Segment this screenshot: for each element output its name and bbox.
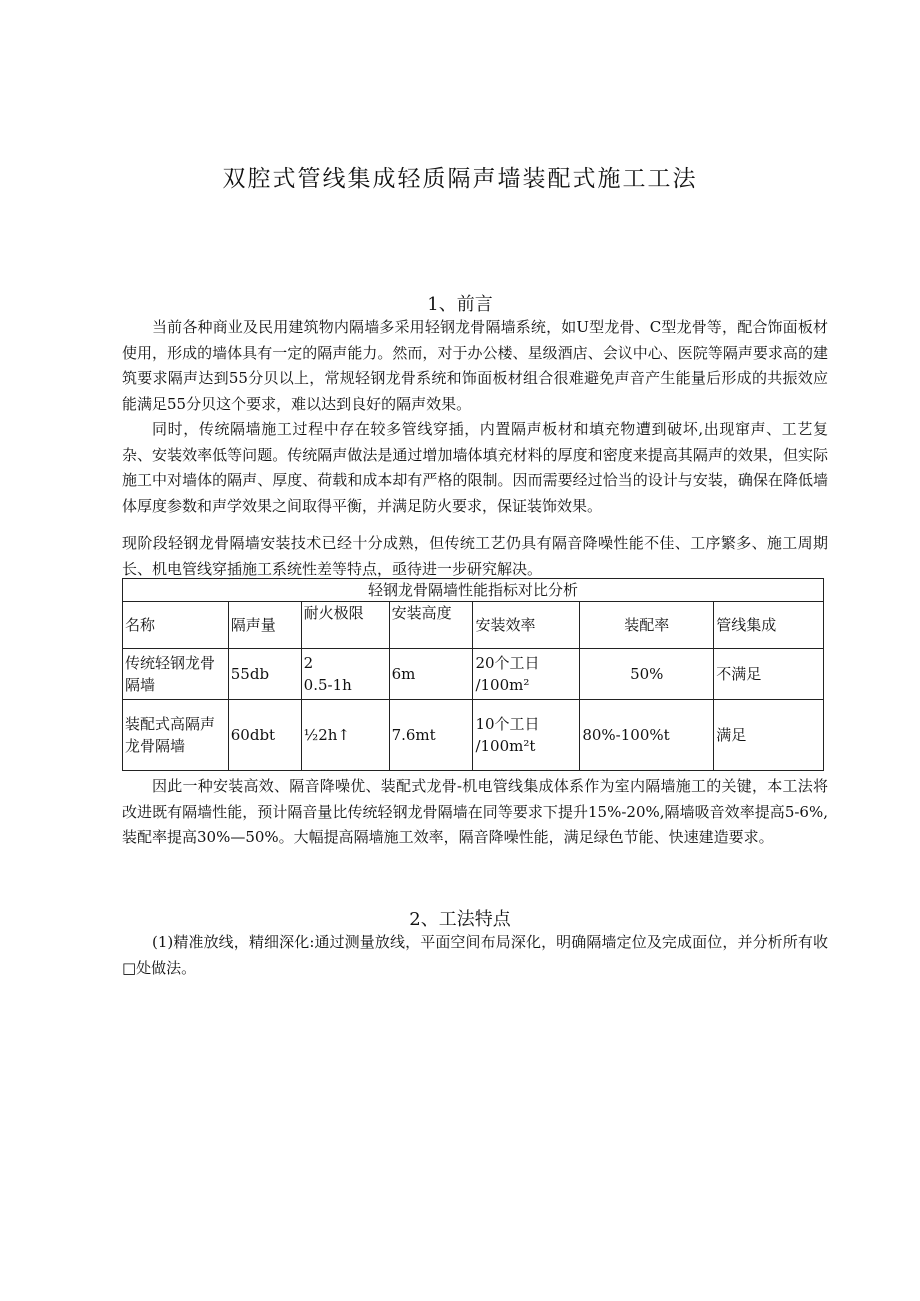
cell-fire-line2: 0.5-1h — [303, 676, 352, 694]
paragraph-intro-1: 当前各种商业及民用建筑物内隔墙多采用轻钢龙骨隔墙系统，如U型龙骨、C型龙骨等，配合饰面板材使用，形成的墙体具有一定的隔声能力。然而，对于办公楼、星级酒店、会议中心、医院等隔声要求高的建筑要求隔声达到55分贝以上，常规轻钢龙骨系统和饰面板材组合很难避免声音产生能量后形成的共振效应能满足55分贝这个要求，难以达到良好的隔声效果。 — [122, 318, 828, 413]
cell-efficiency-line2: /100m²t — [475, 737, 536, 755]
header-pipe: 管线集成 — [714, 602, 824, 649]
cell-efficiency-line1: 20个工日 — [475, 654, 540, 672]
section-heading-foreword: 1、前言 — [427, 294, 493, 315]
cell-pipe: 不满足 — [714, 649, 824, 700]
cell-sound: 55db — [228, 649, 301, 700]
header-rate: 装配率 — [580, 602, 714, 649]
cell-sound: 60dbt — [228, 700, 301, 771]
comparison-table — [122, 578, 824, 771]
cell-pipe: 满足 — [714, 700, 824, 771]
cell-efficiency — [473, 700, 580, 771]
paragraph-intro-3: 现阶段轻钢龙骨隔墙安装技术已经十分成熟，但传统工艺仍具有隔音降噪性能不佳、工序繁多、施工周期长、机电管线穿插施工系统性差等特点，亟待进一步研究解决。 — [122, 534, 828, 578]
cell-name: 装配式高隔声龙骨隔墙 — [123, 700, 229, 771]
header-height: 安装高度 — [389, 602, 473, 649]
document-title: 双腔式管线集成轻质隔声墙装配式施工工法 — [222, 166, 698, 192]
paragraph-feature-1: (1)精准放线，精细深化:通过测量放线，平面空间布局深化，明确隔墙定位及完成面位，并分析所有收□处做法。 — [122, 933, 828, 977]
header-sound: 隔声量 — [228, 602, 301, 649]
table-row — [123, 700, 824, 771]
cell-height: 6m — [389, 649, 473, 700]
table-header-row — [123, 602, 824, 649]
paragraph-intro-2: 同时，传统隔墙施工过程中存在较多管线穿插，内置隔声板材和填充物遭到破坏,出现窜声、工艺复杂、安装效率低等问题。传统隔声做法是通过增加墙体填充材料的厚度和密度来提高其隔声的效果，但实际施工中对墙体的隔声、厚度、荷载和成本却有严格的限制。因而需要经过恰当的设计与安装，确保在降低墙体厚度参数和声学效果之间取得平衡，并满足防火要求，保证装饰效果。 — [122, 420, 828, 515]
paragraph-after-table: 因此一种安装高效、隔音降噪优、装配式龙骨-机电管线集成体系作为室内隔墙施工的关键，本工法将改进既有隔墙性能，预计隔音量比传统轻钢龙骨隔墙在同等要求下提升15%-20%,隔墙吸音效率提高5-6%,装配率提高30%—50%。大幅提高隔墙施工效率，隔音降噪性能，满足绿色节能、快速建造要求。 — [122, 777, 828, 846]
section-heading-features: 2、工法特点 — [409, 909, 511, 930]
cell-rate: 50% — [580, 649, 714, 700]
cell-height: 7.6mt — [389, 700, 473, 771]
table-caption: 轻钢龙骨隔墙性能指标对比分析 — [123, 579, 824, 602]
cell-efficiency-line2: /100m² — [475, 676, 530, 694]
cell-fire: ½2h↑ — [301, 700, 389, 771]
cell-rate: 80%-100%t — [580, 700, 714, 771]
cell-efficiency — [473, 649, 580, 700]
cell-fire-line1: 2 — [303, 654, 314, 672]
cell-name: 传统轻钢龙骨隔墙 — [123, 649, 229, 700]
header-fire: 耐火极限 — [301, 602, 389, 649]
header-efficiency: 安装效率 — [473, 602, 580, 649]
cell-fire — [301, 649, 389, 700]
table-row — [123, 649, 824, 700]
header-name: 名称 — [123, 602, 229, 649]
cell-efficiency-line1: 10个工日 — [475, 715, 540, 733]
